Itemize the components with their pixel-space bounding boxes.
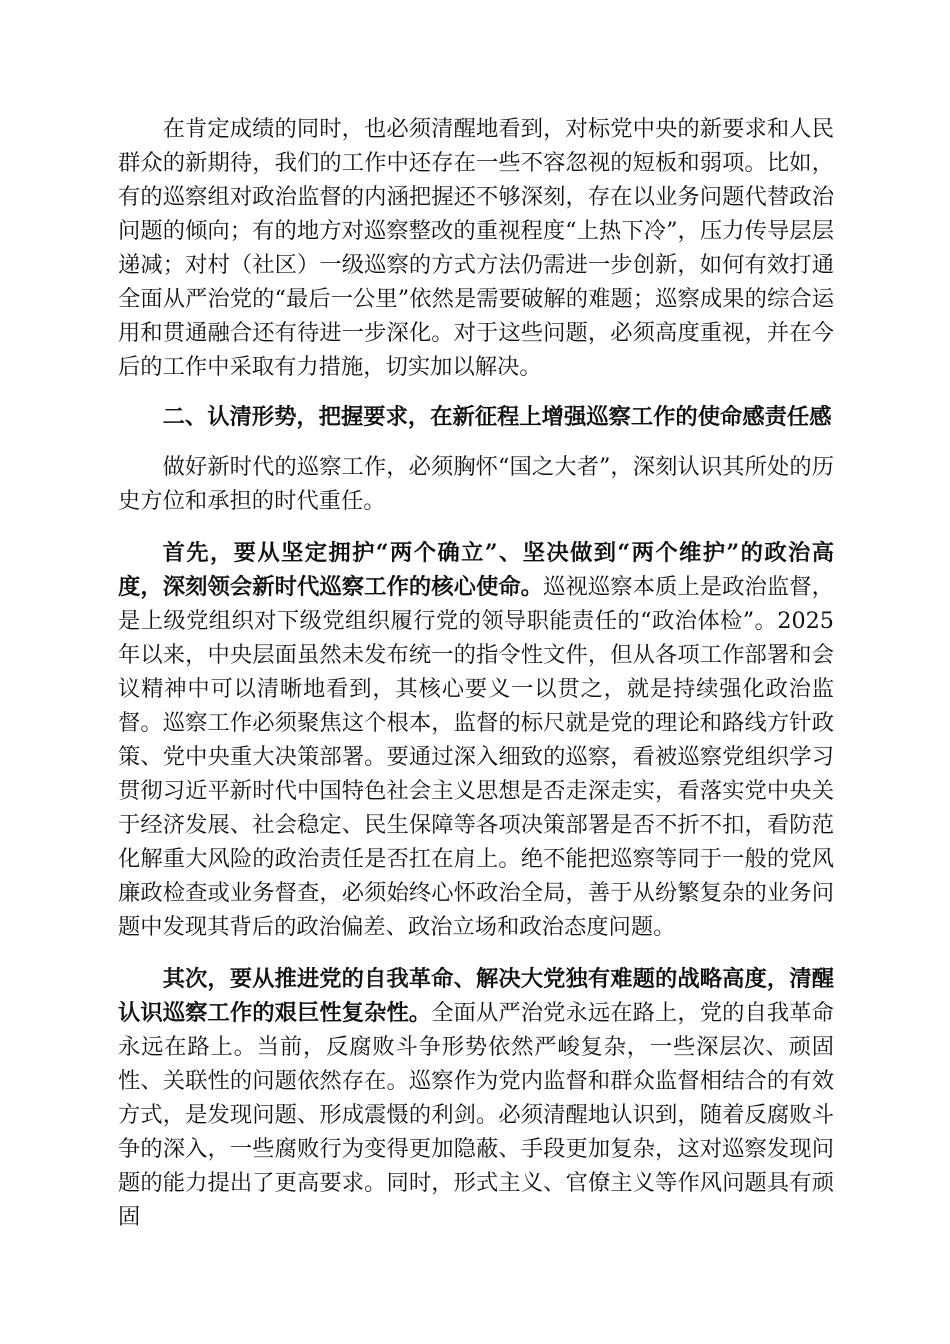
section-heading: 二、认清形势，把握要求，在新征程上增强巡察工作的使命感责任感 [162,404,832,430]
paragraph-body-text: 全面从严治党永远在路上，党的自我革命永远在路上。当前，反腐败斗争形势依然严峻复杂，一些深层次、顽固性、关联性的问题依然存在。巡察作为党内监督和群众监督相结合的有效方式，是发现问题、形成震慑的利剑。必须清醒地认识到，随着反腐败斗争的深入，一些腐败行为变得更加隐蔽、手段更加复杂，这对巡察发现问题的能力提出了更高要求。同时，形式主义、官僚主义等作风问题具有顽固 [118,1000,834,1230]
body-paragraph: 在肯定成绩的同时，也必须清醒地看到，对标党中央的新要求和人民群众的新期待，我们的工作中还存在一些不容忽视的短板和弱项。比如，有的巡察组对政治监督的内涵把握还不够深刻，存在以业务问题代替政治问题的倾向；有的地方对巡察整改的重视程度“上热下冷”，压力传导层层递减；对村（社区）一级巡察的方式方法仍需进一步创新，如何有效打通全面从严治党的“最后一公里”依然是需要破解的难题；巡察成果的综合运用和贯通融合还有待进一步深化。对于这些问题，必须高度重视，并在今后的工作中采取有力措施，切实加以解决。 [118,116,834,380]
body-paragraph [118,962,834,1234]
body-paragraph: 做好新时代的巡察工作，必须胸怀“国之大者”，深刻认识其所处的历史方位和承担的时代重任。 [118,454,834,514]
body-paragraph [118,536,834,944]
paragraph-lead-sentence: 首先，要从坚定拥护“两个确立”、坚决做到“两个维护”的政治高度，深刻领会新时代巡察工作的核心使命。 [118,540,834,600]
paragraph-lead-sentence: 其次，要从推进党的自我革命、解决大党独有难题的战略高度，清醒认识巡察工作的艰巨性复杂性。 [118,966,834,1026]
paragraph-body-text: 巡视巡察本质上是政治监督，是上级党组织对下级党组织履行党的领导职能责任的“政治体检”。2025年以来，中央层面虽然未发布统一的指令性文件，但从各项工作部署和会议精神中可以清晰地看到，其核心要义一以贯之，就是持续强化政治监督。巡察工作必须聚焦这个根本，监督的标尺就是党的理论和路线方针政策、党中央重大决策部署。要通过深入细致的巡察，看被巡察党组织学习贯彻习近平新时代中国特色社会主义思想是否走深走实，看落实党中央关于经济发展、社会稳定、民生保障等各项决策部署是否不折不扣，看防范化解重大风险的政治责任是否扛在肩上。绝不能把巡察等同于一般的党风廉政检查或业务督查，必须始终心怀政治全局，善于从纷繁复杂的业务问题中发现其背后的政治偏差、政治立场和政治态度问题。 [118,574,834,940]
document-page [118,112,834,1234]
